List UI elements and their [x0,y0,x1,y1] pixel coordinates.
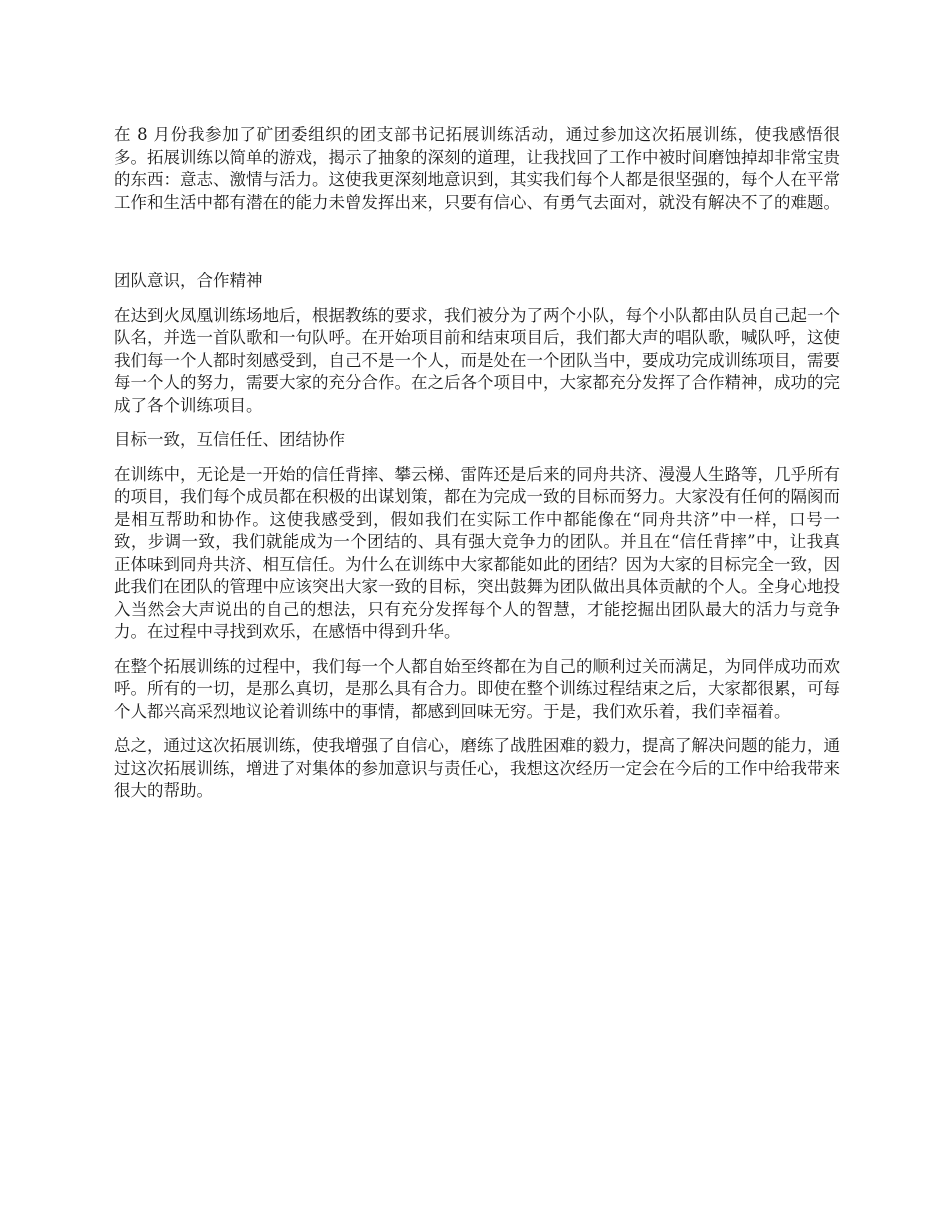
paragraph-common-goal: 在训练中，无论是一开始的信任背摔、攀云梯、雷阵还是后来的同舟共济、漫漫人生路等，几乎所有的项目，我们每个成员都在积极的出谋划策，都在为完成一致的目标而努力。大家没有任何的隔阂而是相互帮助和协作。这使我感受到，假如我们在实际工作中都能像在“同舟共济”中一样，口号一致，步调一致，我们就能成为一个团结的、具有强大竞争力的团队。并且在“信任背摔”中，让我真正体味到同舟共济、相互信任。为什么在训练中大家都能如此的团结？因为大家的目标完全一致，因此我们在团队的管理中应该突出大家一致的目标，突出鼓舞为团队做出具体贡献的个人。全身心地投入当然会大声说出的自己的想法，只有充分发挥每个人的智慧，才能挖掘出团队最大的活力与竞争力。在过程中寻找到欢乐，在感悟中得到升华。 [114,464,840,641]
section-heading-common-goal: 目标一致，互信任任、团结协作 [114,430,345,449]
section-heading-teamwork: 团队意识，合作精神 [114,271,263,290]
paragraph-process: 在整个拓展训练的过程中，我们每一个人都自始至终都在为自己的顺利过关而满足，为同伴成功而欢呼。所有的一切，是那么真切，是那么具有合力。即使在整个训练过程结束之后，大家都很累，可每个人都兴高采烈地议论着训练中的事情，都感到回味无穷。于是，我们欢乐着，我们幸福着。 [114,656,840,721]
intro-paragraph: 在 8 月份我参加了矿团委组织的团支部书记拓展训练活动，通过参加这次拓展训练，使我感悟很多。拓展训练以简单的游戏，揭示了抽象的深刻的道理，让我找回了工作中被时间磨蚀掉却非常宝贵的东西：意志、激情与活力。这使我更深刻地意识到，其实我们每个人都是很坚强的，每个人在平常工作和生活中都有潜在的能力未曾发挥出来，只要有信心、有勇气去面对，就没有解决不了的难题。 [114,125,840,212]
paragraph-teamwork: 在达到火凤凰训练场地后，根据教练的要求，我们被分为了两个小队，每个小队都由队员自己起一个队名，并选一首队歌和一句队呼。在开始项目前和结束项目后，我们都大声的唱队歌，喊队呼，这使我们每一个人都时刻感受到，自己不是一个人，而是处在一个团队当中，要成功完成训练项目，需要每一个人的努力，需要大家的充分合作。在之后各个项目中，大家都充分发挥了合作精神，成功的完成了各个训练项目。 [114,305,840,415]
paragraph-conclusion: 总之，通过这次拓展训练，使我增强了自信心，磨练了战胜困难的毅力，提高了解决问题的能力，通过这次拓展训练，增进了对集体的参加意识与责任心，我想这次经历一定会在今后的工作中给我带来很大的帮助。 [114,736,840,800]
